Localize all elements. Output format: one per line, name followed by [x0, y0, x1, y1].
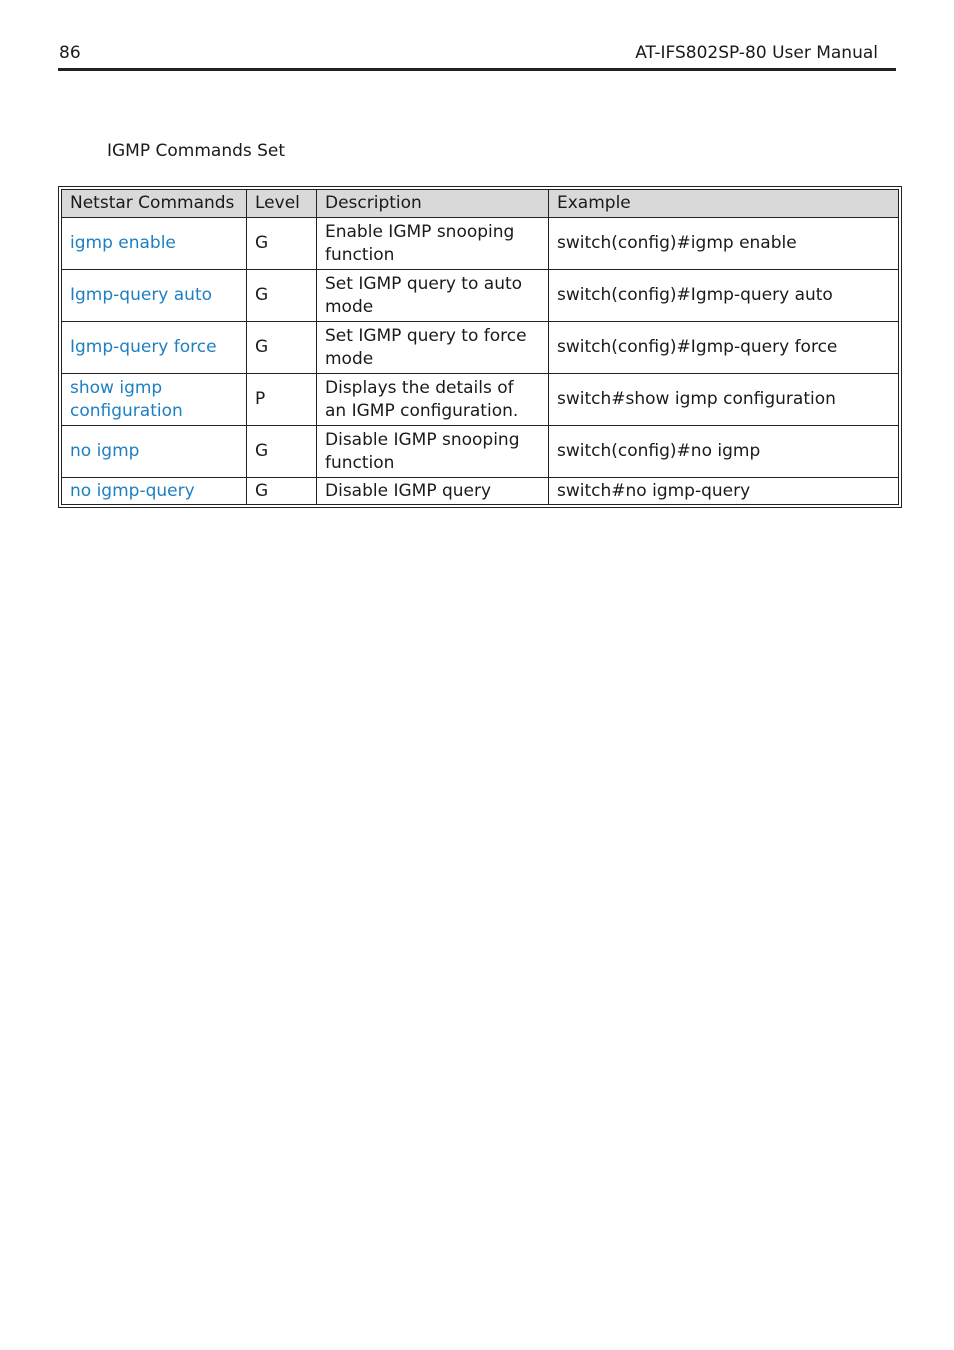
level-cell: G [247, 322, 317, 374]
table-row [62, 374, 899, 426]
column-header-command: Netstar Commands [62, 190, 247, 218]
command-link[interactable]: no igmp-query [70, 480, 195, 501]
description-cell: Disable IGMP snooping function [317, 426, 549, 478]
command-link[interactable]: show igmp configuration [70, 377, 183, 421]
command-cell[interactable] [62, 270, 247, 322]
column-header-example: Example [549, 190, 899, 218]
command-cell[interactable] [62, 426, 247, 478]
description-cell: Disable IGMP query [317, 478, 549, 505]
example-cell: switch(config)#igmp enable [549, 218, 899, 270]
description-cell: Displays the details of an IGMP configuration. [317, 374, 549, 426]
section-title: IGMP Commands Set [107, 141, 286, 161]
command-link[interactable]: no igmp [70, 441, 140, 461]
column-header-description: Description [317, 190, 549, 218]
command-link[interactable]: igmp enable [70, 233, 176, 253]
table-row [62, 218, 899, 270]
command-link[interactable]: Igmp-query auto [70, 285, 213, 305]
table-row [62, 478, 899, 505]
command-cell[interactable] [62, 374, 247, 426]
description-cell: Enable IGMP snooping function [317, 218, 549, 270]
commands-table [58, 186, 902, 508]
description-cell: Set IGMP query to auto mode [317, 270, 549, 322]
example-cell: switch(config)#Igmp-query auto [549, 270, 899, 322]
command-link[interactable]: Igmp-query force [70, 337, 217, 357]
example-cell: switch(config)#no igmp [549, 426, 899, 478]
level-cell: G [247, 270, 317, 322]
table-row [62, 426, 899, 478]
command-cell[interactable] [62, 218, 247, 270]
table-header-row [62, 190, 899, 218]
level-cell: G [247, 478, 317, 505]
manual-title: AT-IFS802SP-80 User Manual [635, 43, 878, 63]
table-row [62, 270, 899, 322]
column-header-level: Level [247, 190, 317, 218]
level-cell: G [247, 426, 317, 478]
page-number: 86 [59, 43, 81, 63]
example-cell: switch#no igmp-query [549, 478, 899, 505]
level-cell: G [247, 218, 317, 270]
command-cell[interactable] [62, 478, 247, 505]
level-cell: P [247, 374, 317, 426]
page-header [58, 42, 896, 71]
description-cell: Set IGMP query to force mode [317, 322, 549, 374]
example-cell: switch#show igmp configuration [549, 374, 899, 426]
example-cell: switch(config)#Igmp-query force [549, 322, 899, 374]
table-row [62, 322, 899, 374]
command-cell[interactable] [62, 322, 247, 374]
